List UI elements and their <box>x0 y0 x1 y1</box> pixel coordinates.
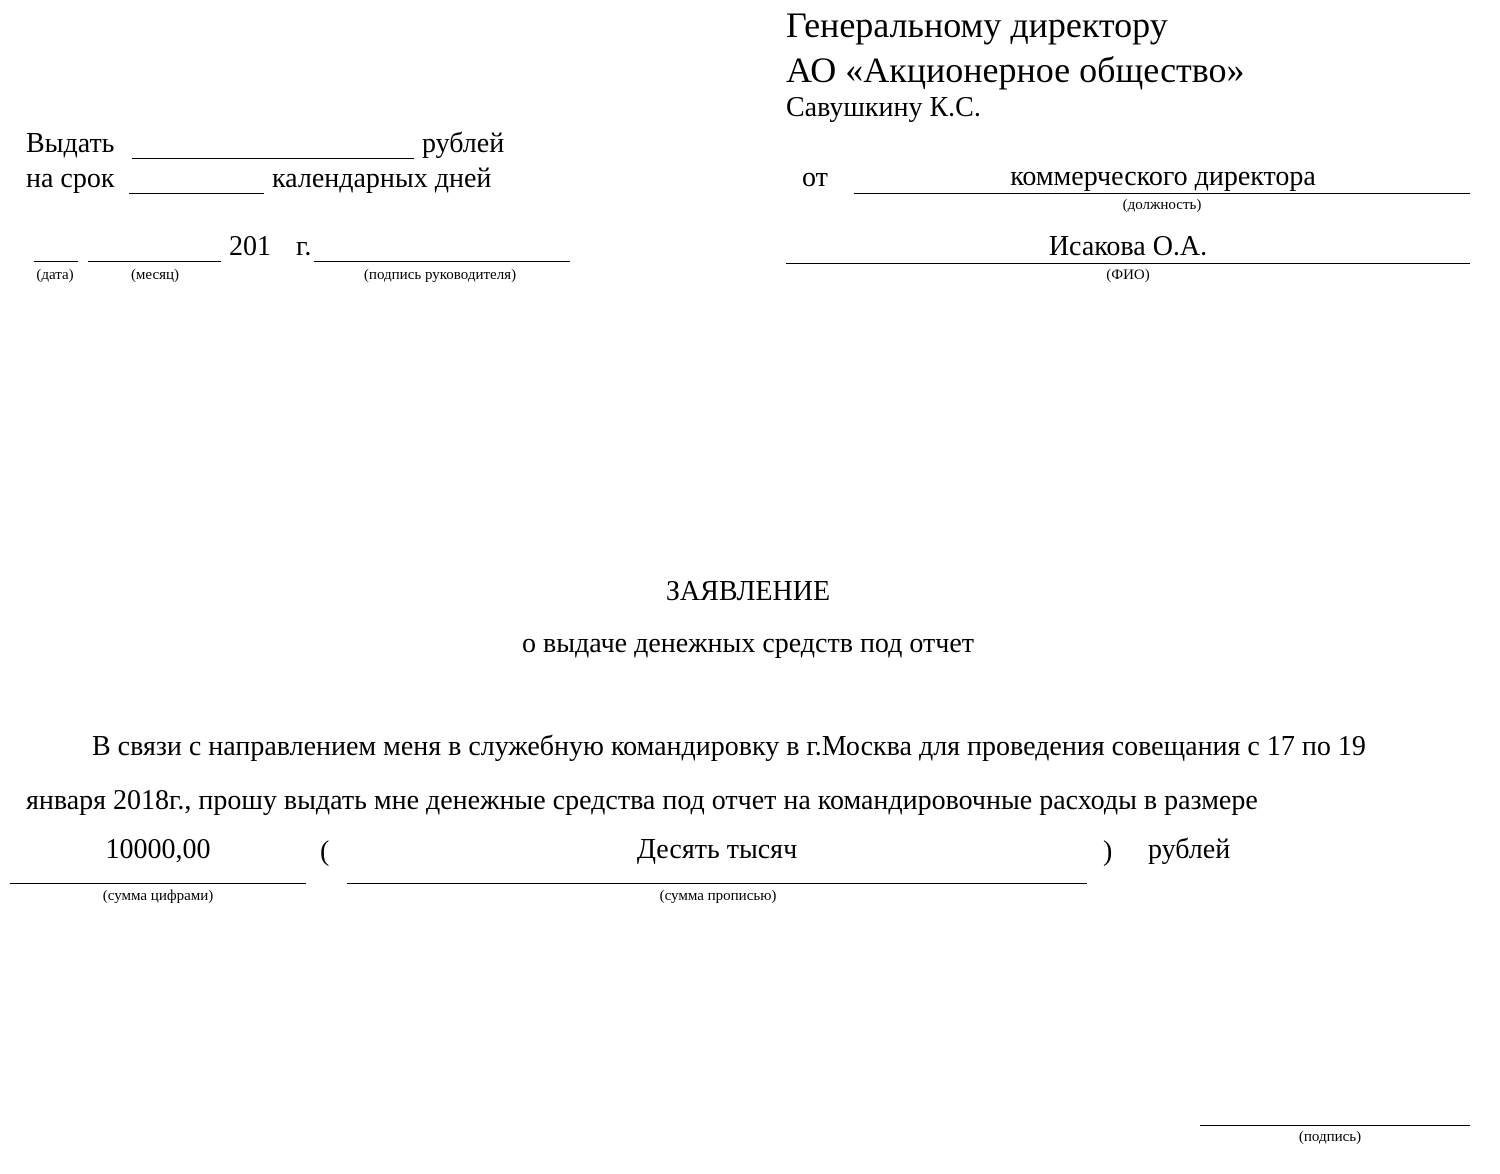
caption-amount-words: (сумма прописью) <box>659 888 777 904</box>
amount-digits: 10000,00 <box>105 834 211 865</box>
term-days-line <box>129 193 264 194</box>
applicant-signature-line <box>1200 1125 1470 1126</box>
name-line <box>786 263 1470 264</box>
body-line-1: В связи с направлением меня в служебную командировку в г.Москва для проведения совещания с 17 по 19 <box>92 731 1366 762</box>
close-paren: ) <box>1103 836 1113 867</box>
amount-digits-line <box>10 883 306 884</box>
caption-date: (дата) <box>36 267 74 283</box>
term-label: на срок <box>26 163 115 194</box>
issue-label: Выдать <box>26 128 115 159</box>
month-line <box>88 261 221 262</box>
addressee-line-2: АО «Акционерное общество» <box>786 50 1245 90</box>
position-line <box>854 193 1470 194</box>
document-title: ЗАЯВЛЕНИЕ <box>665 576 831 607</box>
caption-month: (месяц) <box>130 267 180 283</box>
amount-words: Десять тысяч <box>636 834 798 865</box>
addressee-line-3: Савушкину К.С. <box>786 92 981 123</box>
document-subtitle: о выдаче денежных средств под отчет <box>522 628 974 659</box>
addressee-line-1: Генеральному директору <box>786 5 1168 45</box>
year-suffix: г. <box>296 231 312 262</box>
caption-name: (ФИО) <box>1106 267 1150 283</box>
date-line <box>34 261 78 262</box>
year-prefix: 201 <box>229 231 271 262</box>
manager-signature-line <box>314 261 570 262</box>
body-line-2: января 2018г., прошу выдать мне денежные средства под отчет на командировочные расходы в размере <box>26 785 1258 816</box>
days-label: календарных дней <box>272 163 492 194</box>
issue-amount-line <box>132 158 414 159</box>
caption-position: (должность) <box>1122 197 1202 213</box>
amount-words-line <box>347 883 1087 884</box>
caption-amount-digits: (сумма цифрами) <box>102 888 214 904</box>
applicant-name: Исакова О.А. <box>1048 231 1208 262</box>
caption-applicant-signature: (подпись) <box>1298 1129 1362 1145</box>
currency-label: рублей <box>1148 834 1231 865</box>
rubles-label: рублей <box>422 128 505 159</box>
from-label: от <box>802 162 828 193</box>
caption-manager-signature: (подпись руководителя) <box>363 267 517 283</box>
open-paren: ( <box>320 836 330 867</box>
applicant-position: коммерческого директора <box>1010 161 1316 192</box>
